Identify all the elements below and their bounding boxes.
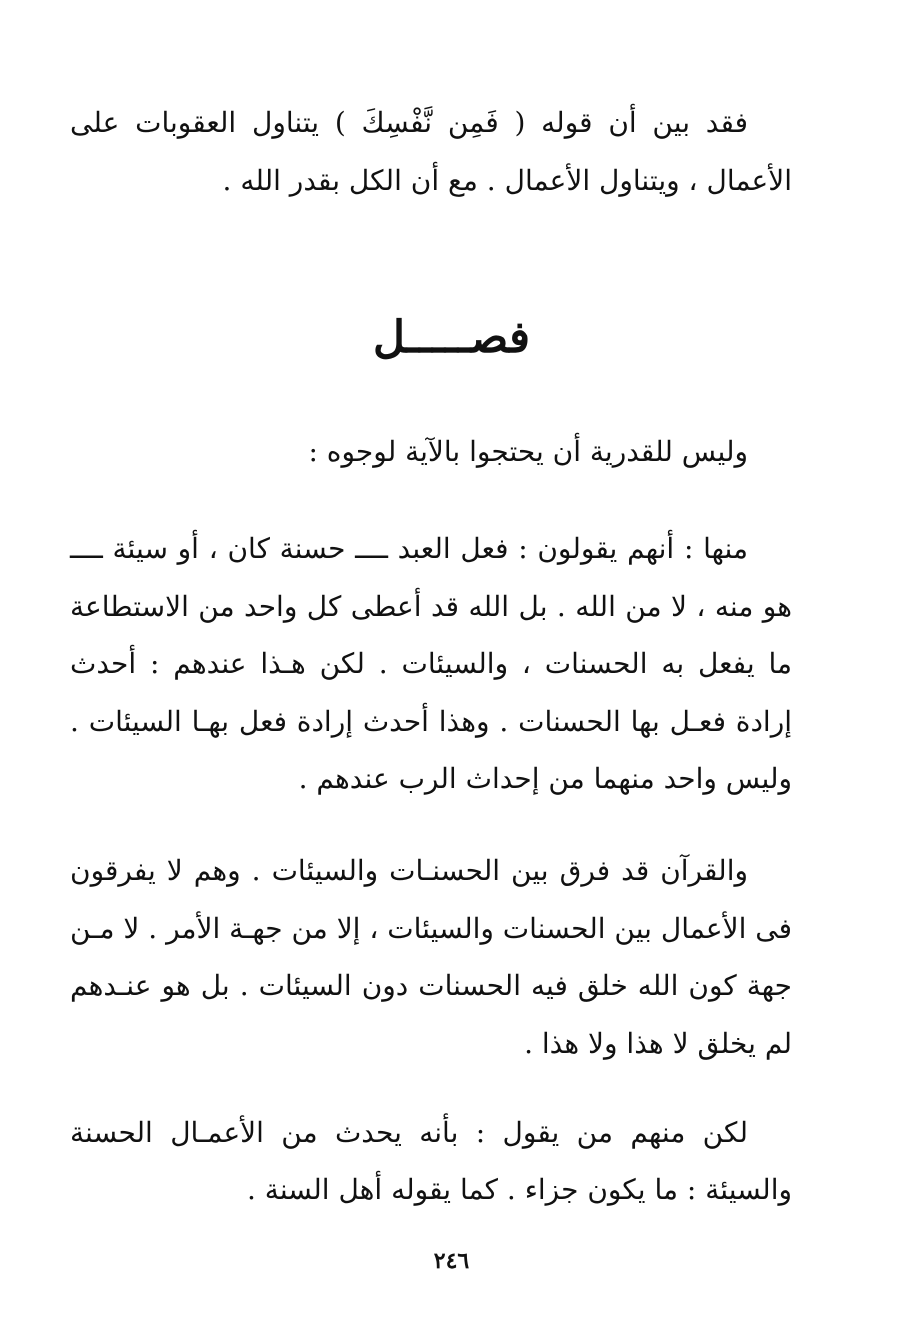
paragraph-intro (70, 94, 792, 210)
paragraph-1-text: وليس للقدرية أن يحتجوا بالآية لوجوه : (308, 435, 748, 468)
paragraph-4-text: لكن منهم من يقول : بأنه يحدث من الأعمـال الحسنة والسيئة : ما يكون جزاء . كما يقوله أهل السنة . (70, 1116, 792, 1206)
paragraph-1 (70, 423, 792, 481)
paragraph-3 (70, 842, 792, 1072)
section-heading: فصـــــل (373, 312, 530, 363)
paragraph-intro-text: فقد بين أن قوله ( فَمِن نَّفْسِكَ ) يتناول العقوبات على الأعمال ، ويتناول الأعمال . مع أن الكل بقدر الله . (70, 106, 792, 197)
paragraph-2-text: منها : أنهم يقولون : فعل العبد ــــ حسنة كان ، أو سيئة ــــ هو منه ، لا من الله . بل الله قد أعطى كل واحد من الاستطاعة ما يفعل به الحسنات ، والسيئات . لكن هـذا عندهم : أحدث إرادة فعـل بها الحسنات . وهذا أحدث إرادة فعل بهـا السيئات . وليس واحد منهما من إحداث الرب عندهم . (70, 532, 792, 795)
paragraph-3-text: والقرآن قد فرق بين الحسنـات والسيئات . وهم لا يفرقون فى الأعمال بين الحسنات والسيئات ، إلا من جهـة الأمر . لا مـن جهة كون الله خلق فيه الحسنات دون السيئات . بل هو عنـدهم لم يخلق لا هذا ولا هذا . (69, 854, 792, 1060)
paragraph-4 (70, 1104, 792, 1218)
page-number: ٢٤٦ (433, 1248, 470, 1274)
paragraph-2 (70, 520, 792, 808)
